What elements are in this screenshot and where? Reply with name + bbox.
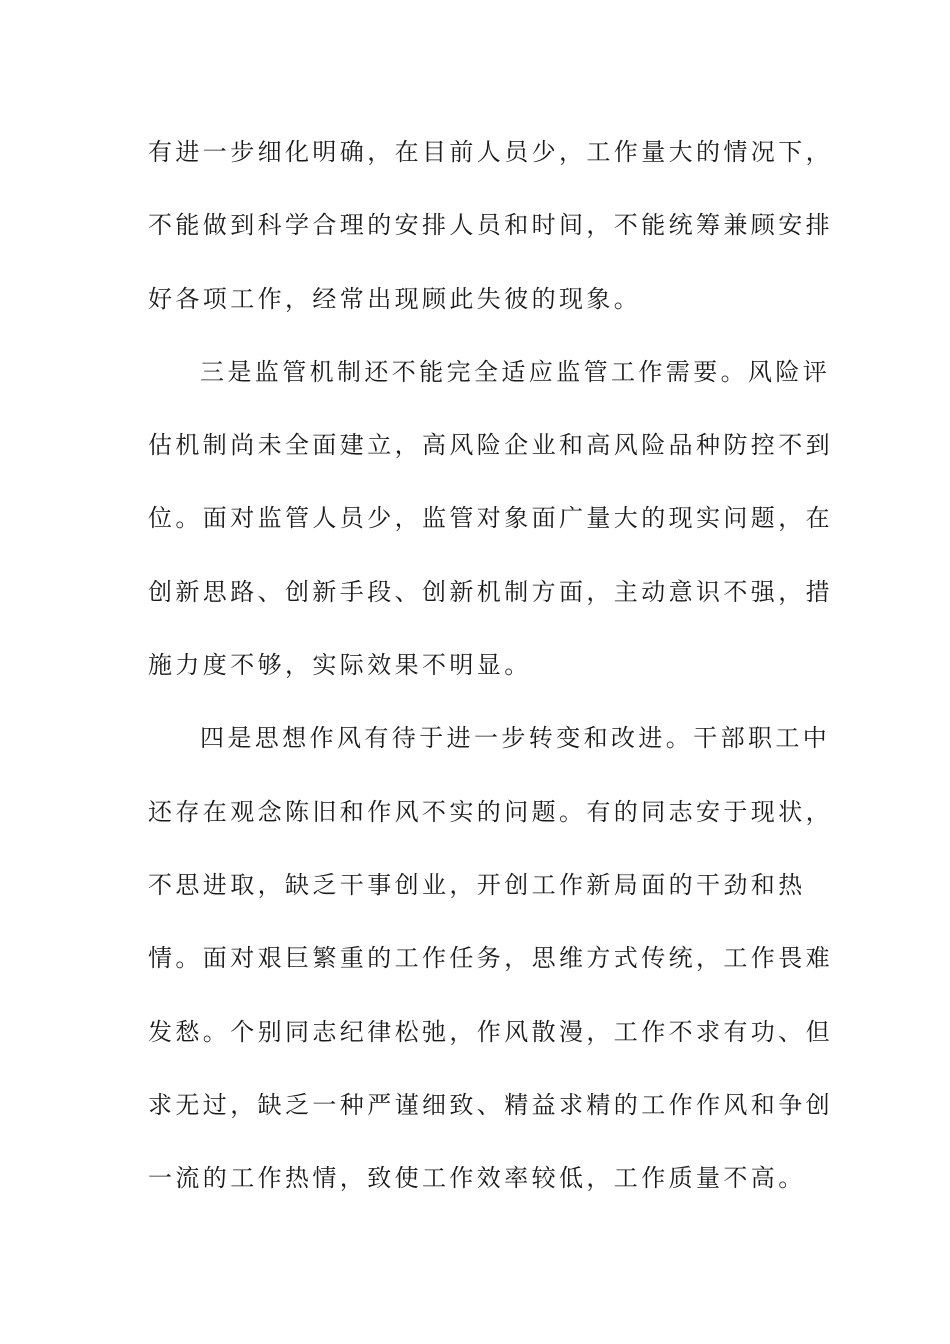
paragraph-3-first-line: 三是监管机制还不能完全适应监管工作需要。风险评 — [200, 357, 831, 386]
text-line: 不能做到科学合理的安排人员和时间，不能统筹兼顾安排 — [148, 211, 833, 240]
text-line: 一流的工作热情，致使工作效率较低，工作质量不高。 — [148, 1164, 806, 1193]
text-line: 有进一步细化明确，在目前人员少，工作量大的情况下， — [148, 138, 833, 166]
text-line: 情。面对艰巨繁重的工作任务，思维方式传统，工作畏难 — [148, 944, 833, 973]
text-line: 还存在观念陈旧和作风不实的问题。有的同志安于现状， — [148, 797, 833, 826]
text-line: 施力度不够，实际效果不明显。 — [148, 651, 532, 680]
text-line: 求无过，缺乏一种严谨细致、精益求精的工作作风和争创 — [148, 1090, 833, 1119]
text-line: 好各项工作，经常出现顾此失彼的现象。 — [148, 284, 642, 313]
text-line: 创新思路、创新手段、创新机制方面，主动意识不强，措 — [148, 577, 833, 606]
body-text — [148, 132, 833, 1231]
text-line: 位。面对监管人员少，监管对象面广量大的现实问题，在 — [148, 504, 833, 533]
text-line: 不思进取，缺乏干事创业，开创工作新局面的干劲和热 — [148, 870, 806, 899]
text-line: 估机制尚未全面建立，高风险企业和高风险品种防控不到 — [148, 431, 833, 460]
text-line: 发愁。个别同志纪律松弛，作风散漫，工作不求有功、但 — [148, 1017, 833, 1046]
paragraph-4-first-line: 四是思想作风有待于进一步转变和改进。干部职工中 — [200, 724, 831, 753]
